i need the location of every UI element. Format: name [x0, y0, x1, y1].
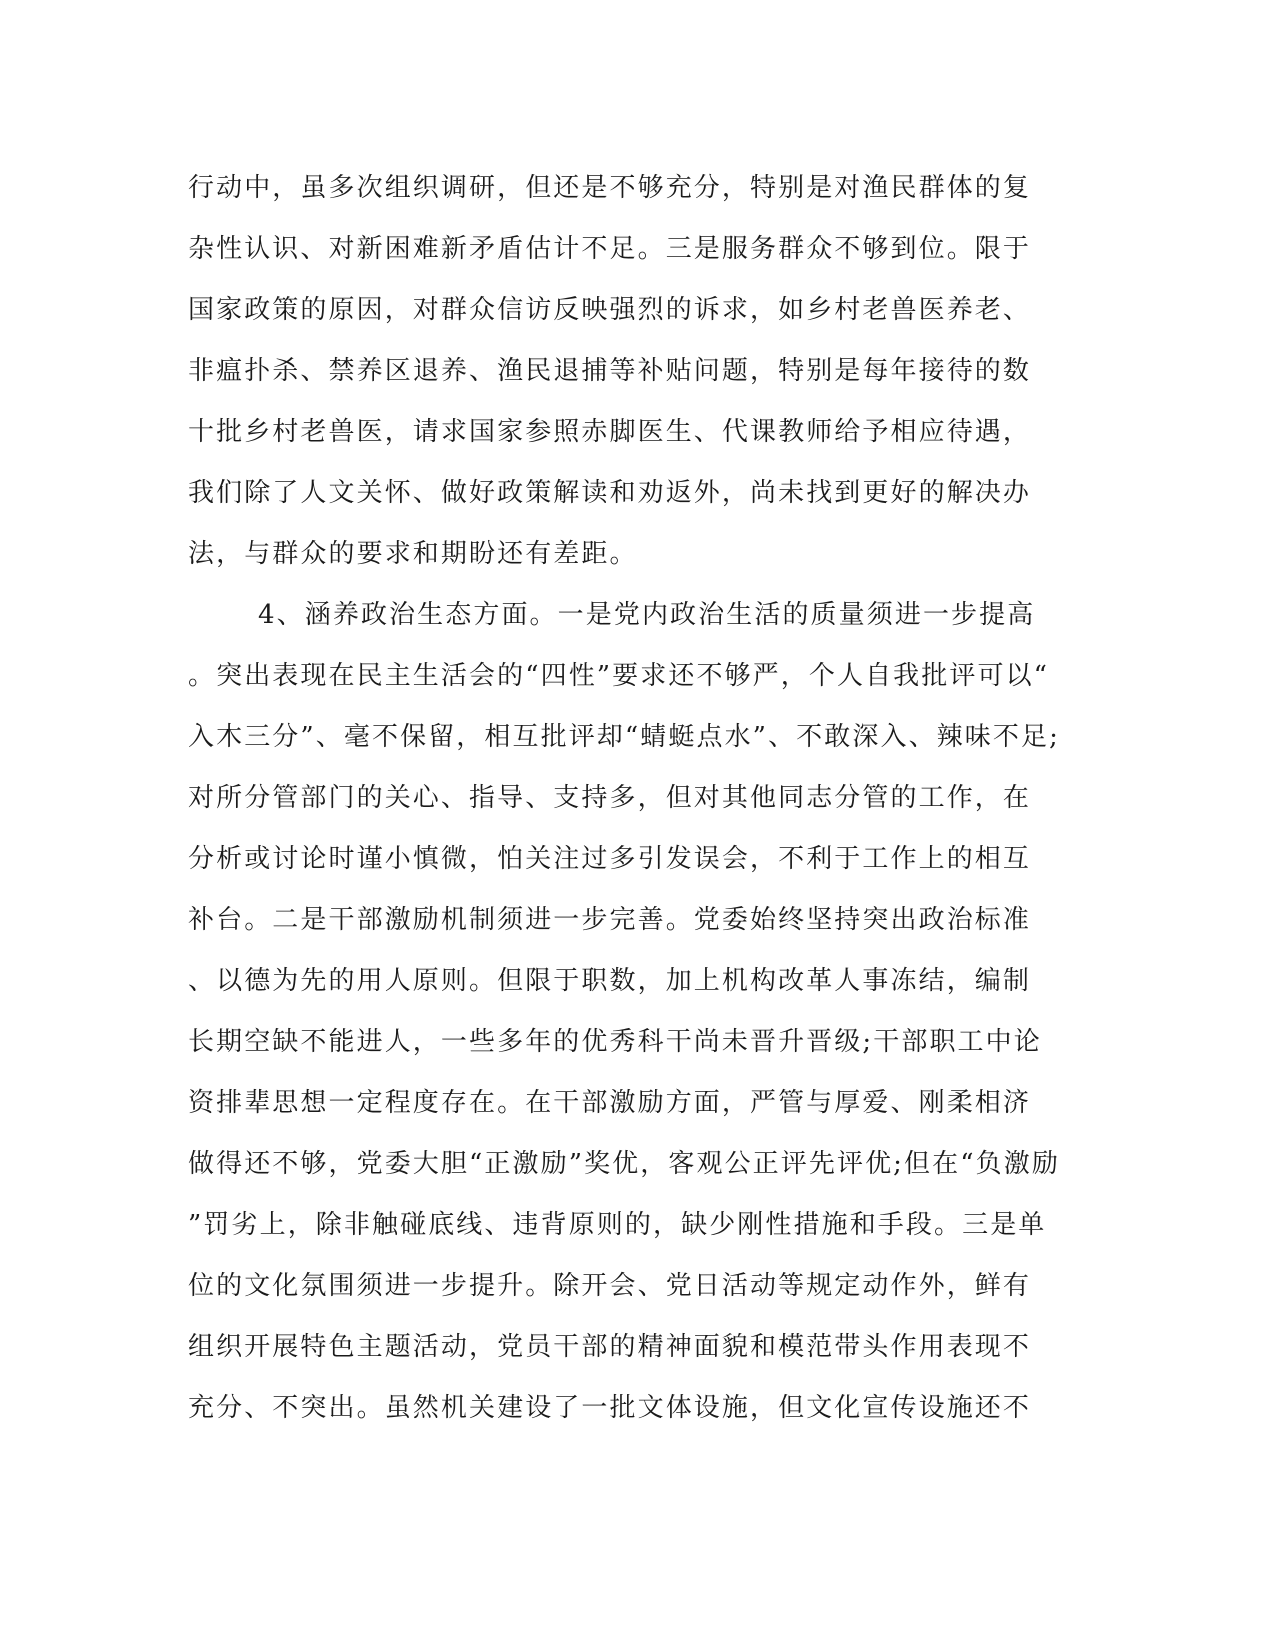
text-line: 法，与群众的要求和期盼还有差距。 [188, 539, 638, 569]
text-line: 充分、不突出。虽然机关建设了一批文体设施，但文化宣传设施还不 [188, 1393, 1032, 1423]
text-line: 。突出表现在民主生活会的“四性”要求还不够严，个人自我批评可以“ [188, 661, 1050, 691]
text-line: 位的文化氛围须进一步提升。除开会、党日活动等规定动作外，鲜有 [188, 1271, 1032, 1301]
body-text [188, 158, 1068, 1439]
text-line: 组织开展特色主题活动，党员干部的精神面貌和模范带头作用表现不 [188, 1332, 1032, 1362]
text-line: 我们除了人文关怀、做好政策解读和劝返外，尚未找到更好的解决办 [188, 478, 1032, 508]
text-line: 补台。二是干部激励机制须进一步完善。党委始终坚持突出政治标准 [188, 905, 1032, 935]
text-line: 长期空缺不能进人，一些多年的优秀科干尚未晋升晋级;干部职工中论 [188, 1027, 1042, 1057]
text-line: 国家政策的原因，对群众信访反映强烈的诉求，如乡村老兽医养老、 [188, 295, 1032, 325]
text-line: 行动中，虽多次组织调研，但还是不够充分，特别是对渔民群体的复 [188, 173, 1032, 203]
text-line: 、以德为先的用人原则。但限于职数，加上机构改革人事冻结，编制 [188, 966, 1032, 996]
text-line: 非瘟扑杀、禁养区退养、渔民退捕等补贴问题，特别是每年接待的数 [188, 356, 1032, 386]
text-line: 分析或讨论时谨小慎微，怕关注过多引发误会，不利于工作上的相互 [188, 844, 1032, 874]
text-line: 十批乡村老兽医，请求国家参照赤脚医生、代课教师给予相应待遇， [188, 417, 1032, 447]
text-line: 做得还不够，党委大胆“正激励”奖优，客观公正评先评优;但在“负激励 [188, 1149, 1060, 1179]
section-heading-line: 4、涵养政治生态方面。一是党内政治生活的质量须进一步提高 [258, 600, 1036, 630]
text-line: 杂性认识、对新困难新矛盾估计不足。三是服务群众不够到位。限于 [188, 234, 1032, 264]
text-line: 对所分管部门的关心、指导、支持多，但对其他同志分管的工作，在 [188, 783, 1032, 813]
text-line: 入木三分”、毫不保留，相互批评却“蜻蜓点水”、不敢深入、辣味不足; [188, 722, 1060, 752]
text-line: ”罚劣上，除非触碰底线、违背原则的，缺少刚性措施和手段。三是单 [188, 1210, 1047, 1240]
text-line: 资排辈思想一定程度存在。在干部激励方面，严管与厚爱、刚柔相济 [188, 1088, 1032, 1118]
